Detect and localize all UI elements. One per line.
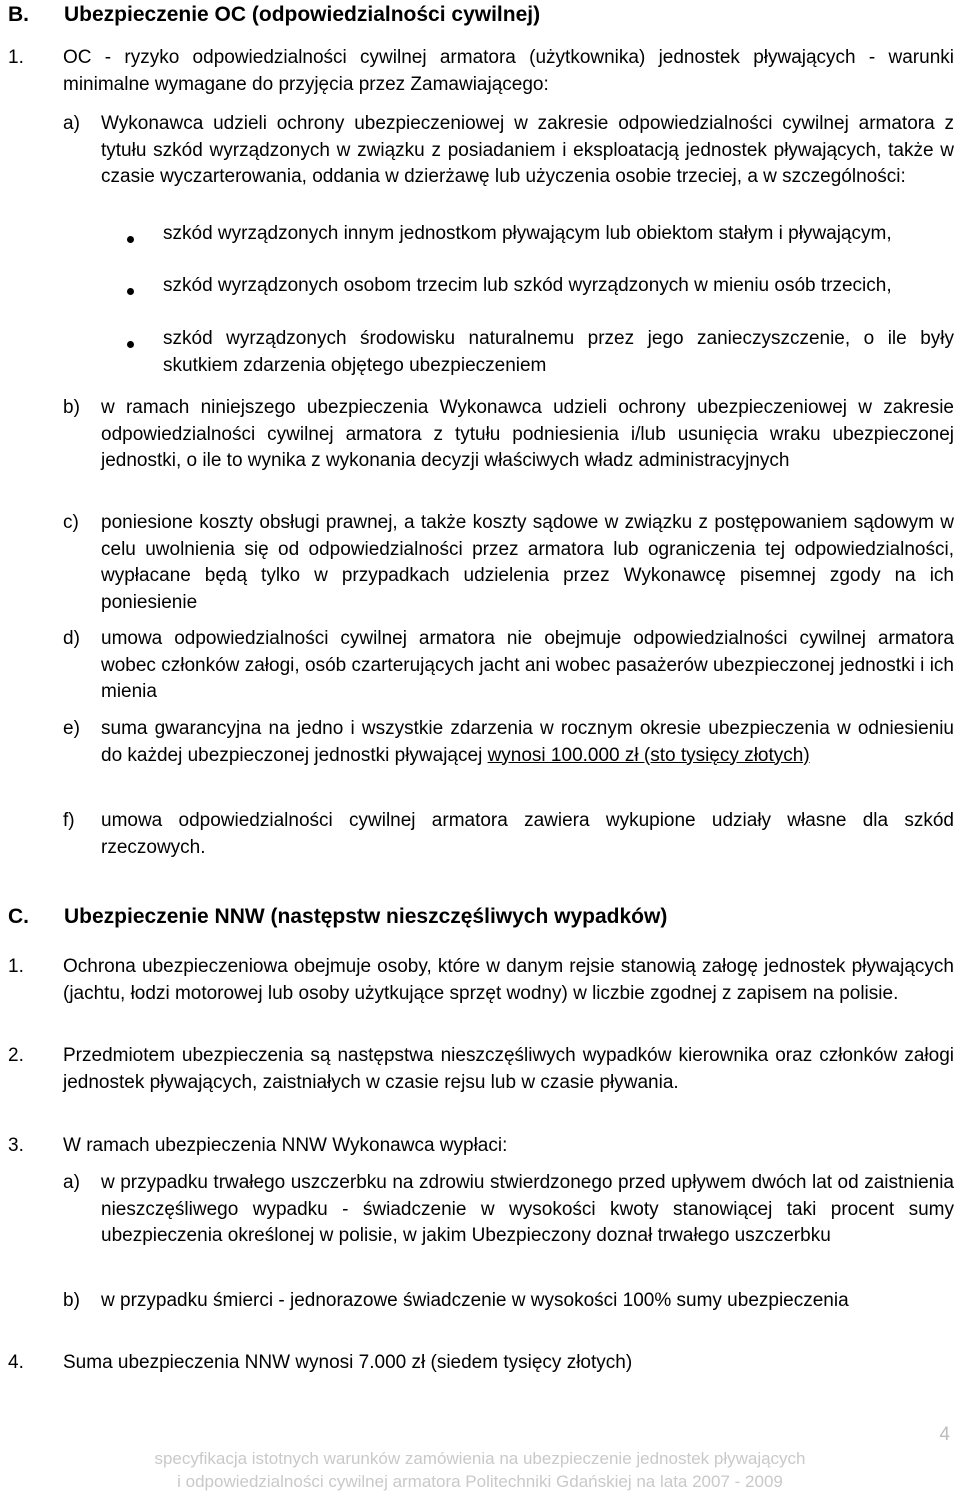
b-a-bullet-1: szkód wyrządzonych innym jednostkom pływającym lub obiektom stałym i pływającym, bbox=[163, 223, 892, 244]
b-e-paragraph bbox=[101, 716, 954, 769]
b-e-marker: e) bbox=[63, 718, 80, 739]
c-item1-number: 1. bbox=[8, 956, 24, 977]
b-item1-text: OC - ryzyko odpowiedzialności cywilnej armatora (użytkownika) jednostek pływających - warunki minimalne wymagane do przyjęcia przez Zamawiającego: bbox=[63, 47, 954, 95]
c-item4-number: 4. bbox=[8, 1352, 24, 1373]
bullet-icon bbox=[127, 288, 134, 295]
section-b-marker: B. bbox=[8, 3, 29, 26]
section-b-title: Ubezpieczenie OC (odpowiedzialności cywilnej) bbox=[64, 3, 541, 26]
footer-line-2: i odpowiedzialności cywilnej armatora Politechniki Gdańskiej na lata 2007 - 2009 bbox=[177, 1472, 783, 1491]
c-3a-text: w przypadku trwałego uszczerbku na zdrowiu stwierdzonego przed upływem dwóch lat od zaistnienia nieszczęśliwego wypadku - świadczenie w wysokości kwoty stanowiącej taki procent sumy ubezpieczenia określonej w polisie, w jakim Ubezpieczony doznał trwałego uszczerbku bbox=[101, 1172, 954, 1246]
c-item3-text: W ramach ubezpieczenia NNW Wykonawca wypłaci: bbox=[63, 1135, 508, 1156]
b-e-text: suma gwarancyjna na jedno i wszystkie zdarzenia w rocznym okresie ubezpieczenia w odniesieniu do każdej ubezpieczonej jednostki pływającej bbox=[101, 718, 954, 766]
c-3b-text: w przypadku śmierci - jednorazowe świadczenie w wysokości 100% sumy ubezpieczenia bbox=[101, 1290, 849, 1311]
b-d-text: umowa odpowiedzialności cywilnej armatora nie obejmuje odpowiedzialności cywilnej armatora wobec członków załogi, osób czarterujących jacht ani wobec pasażerów ubezpieczonej jednostki i ich mienia bbox=[101, 628, 954, 702]
c-item2-text: Przedmiotem ubezpieczenia są następstwa nieszczęśliwych wypadków kierownika oraz członków załogi jednostek pływających, zaistniałych w czasie rejsu lub w czasie pływania. bbox=[63, 1045, 954, 1093]
c-item2-number: 2. bbox=[8, 1045, 24, 1066]
b-b-text: w ramach niniejszego ubezpieczenia Wykonawca udzieli ochrony ubezpieczeniowej w zakresie odpowiedzialności cywilnej armatora z tytułu podniesienia i/lub usunięcia wraku ubezpieczonej jednostki, o ile to wynika z wykonania decyzji właściwych władz administracyjnych bbox=[101, 397, 954, 471]
b-c-text: poniesione koszty obsługi prawnej, a także koszty sądowe w związku z postępowaniem sądowym w celu uwolnienia się od odpowiedzialności przez armatora lub ograniczenia tej odpowiedzialności, wypłacane będą tylko w przypadkach udzielenia przez Wykonawcę pisemnej zgody na ich poniesienie bbox=[101, 512, 954, 613]
section-c-heading bbox=[8, 904, 667, 930]
bullet-icon bbox=[127, 341, 134, 348]
b-c-marker: c) bbox=[63, 512, 79, 533]
section-c-marker: C. bbox=[8, 905, 29, 928]
c-3b-marker: b) bbox=[63, 1290, 80, 1311]
section-b-heading bbox=[8, 2, 540, 28]
page-number: 4 bbox=[939, 1424, 950, 1445]
b-f-text: umowa odpowiedzialności cywilnej armatora zawiera wykupione udziały własne dla szkód rzeczowych. bbox=[101, 810, 954, 858]
footer-line-1: specyfikacja istotnych warunków zamówienia na ubezpieczenie jednostek pływających bbox=[154, 1449, 806, 1468]
b-a-bullet-2: szkód wyrządzonych osobom trzecim lub szkód wyrządzonych w mieniu osób trzecich, bbox=[163, 275, 892, 296]
b-a-bullet-3: szkód wyrządzonych środowisku naturalnemu przez jego zanieczyszczenie, o ile były skutkiem zdarzenia objętego ubezpieczeniem bbox=[163, 328, 954, 376]
c-item4-text: Suma ubezpieczenia NNW wynosi 7.000 zł (siedem tysięcy złotych) bbox=[63, 1352, 633, 1373]
bullet-icon bbox=[127, 236, 134, 243]
c-item3-number: 3. bbox=[8, 1135, 24, 1156]
b-e-amount: wynosi 100.000 zł (sto tysięcy złotych) bbox=[487, 744, 810, 766]
b-item1-number: 1. bbox=[8, 47, 24, 68]
b-f-marker: f) bbox=[63, 810, 75, 831]
c-item1-text: Ochrona ubezpieczeniowa obejmuje osoby, które w danym rejsie stanowią załogę jednostek pływających (jachtu, łodzi motorowej lub osoby użytkujące sprzęt wodny) w liczbie zgodnej z zapisem na polisie. bbox=[63, 956, 954, 1004]
b-a-marker: a) bbox=[63, 113, 80, 134]
section-c-title: Ubezpieczenie NNW (następstw nieszczęśliwych wypadków) bbox=[64, 905, 668, 928]
b-b-marker: b) bbox=[63, 397, 80, 418]
b-d-marker: d) bbox=[63, 628, 80, 649]
c-3a-marker: a) bbox=[63, 1172, 80, 1193]
b-a-text: Wykonawca udzieli ochrony ubezpieczeniowej w zakresie odpowiedzialności cywilnej armatora z tytułu szkód wyrządzonych w związku z posiadaniem i eksploatacją jednostek pływających, także w czasie wyczarterowania, oddania w dzierżawę lub użyczenia osobie trzeciej, a w szczególności: bbox=[101, 113, 954, 187]
